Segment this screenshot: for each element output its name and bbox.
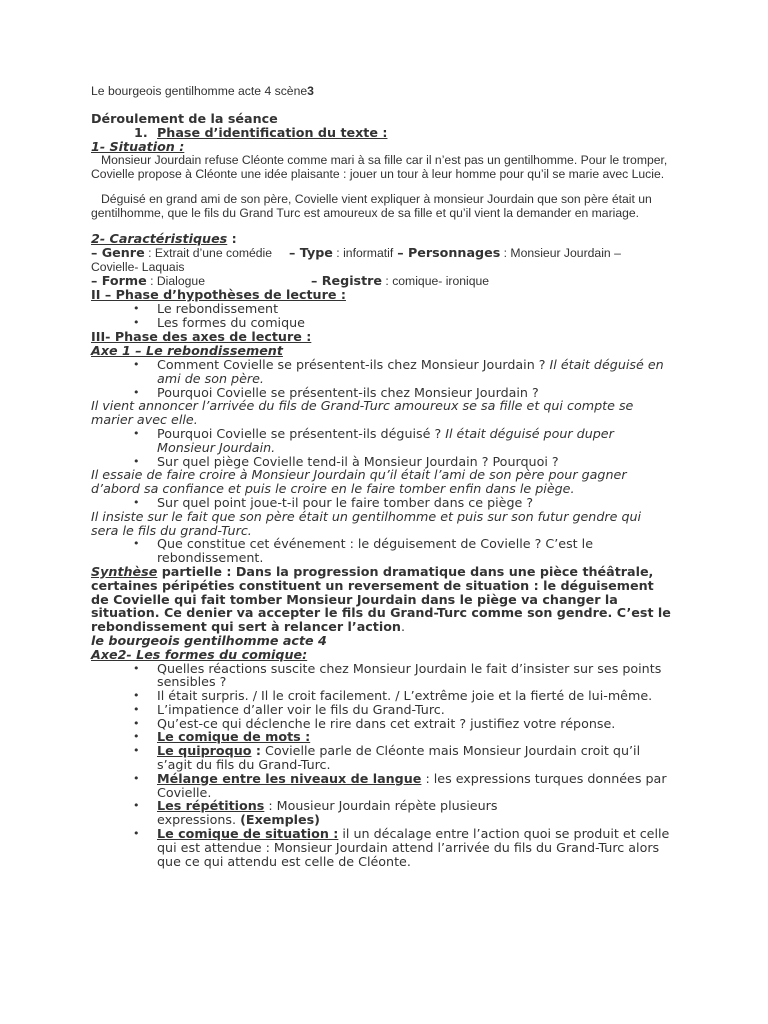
axe2-list <box>91 662 671 869</box>
list-item: • Quelles réactions suscite chez Monsieur Jourdain le fait d’insister sur ses points sensibles ? <box>91 662 671 690</box>
repetitions-text: : Mousieur Jourdain répète plusieurs expressions. <box>157 798 498 828</box>
comique-situation-text: il un décalage entre l’action quoi se produit et celle qui est attendue : Monsieur Jourdain attend l’arrivée du fils du Grand-Turc alors que ce qui attendu est celle de Cléonte. <box>157 826 670 869</box>
list-item <box>91 799 671 827</box>
list-item: • Sur quel point joue-t-il pour le faire tomber dans ce piège ? <box>91 496 671 510</box>
caracteristiques-colon: : <box>227 231 237 247</box>
list-item <box>91 427 671 455</box>
comique-situation-label: Le comique de situation : <box>157 826 339 842</box>
axe1-question-3: Pourquoi Covielle se présentent-ils déguisé ? <box>157 425 446 441</box>
type-value: : informatif <box>332 246 394 261</box>
melange-label: Mélange entre les niveaux de langue <box>157 770 422 786</box>
axe1-answer-5: Il insiste sur le fait que son père était un gentilhomme et puis sur son futur gendre qui sera le fils du grand-Turc. <box>91 508 642 538</box>
axe1-list-3 <box>91 496 671 510</box>
personnages-value: : Monsieur Jourdain – <box>500 246 621 261</box>
axe1-answer-3: Il était déguisé pour duper Monsieur Jourdain. <box>157 425 614 455</box>
title-text: Le bourgeois gentilhomme acte 4 scène <box>91 84 308 98</box>
forme-label: – Forme <box>91 273 147 289</box>
phase1-label: Phase d’identification du texte : <box>157 125 388 140</box>
list-item: • Sur quel piège Covielle tend-il à Monsieur Jourdain ? Pourquoi ? <box>91 455 671 469</box>
axe1-heading: Axe 1 – Le rebondissement <box>91 342 283 358</box>
situation-paragraph-2: Déguisé en grand ami de son père, Covielle vient expliquer à monsieur Jourdain que son père était un gentilhomme, que le fils du Grand Turc est amoureux de sa fille et qu’il vient la demander en mariage. <box>91 192 652 220</box>
list-item: • Les formes du comique <box>91 316 671 330</box>
forme-value: : Dialogue <box>146 274 205 289</box>
axe1-list-1 <box>91 358 671 399</box>
personnages-label: – Personnages <box>397 245 501 261</box>
list-item: • Le rebondissement <box>91 302 671 316</box>
document-title <box>91 84 671 98</box>
situation-paragraph-1: Monsieur Jourdain refuse Cléonte comme mari à sa fille car il n’est pas un gentilhomme. Pour le tromper, Covielle propose à Cléonte une idée plaisante : jouer un tour à leur homme pour qu’il se marie avec Lucie. <box>91 153 668 181</box>
repeat-title: le bourgeois gentilhomme acte 4 <box>91 632 327 648</box>
document-page <box>91 84 671 868</box>
phase1-heading <box>91 126 671 140</box>
registre-value: : comique- ironique <box>382 274 490 289</box>
axe1-list-2 <box>91 427 671 468</box>
list-item <box>91 744 671 772</box>
axe1-answer-2: Il vient annoncer l’arrivée du fils de Grand-Turc amoureux se sa fille et qui compte se marier avec elle. <box>91 398 634 428</box>
list-item: • Qu’est-ce qui déclenche le rire dans cet extrait ? justifiez votre réponse. <box>91 717 671 731</box>
genre-type-personnages-line <box>91 246 671 260</box>
list-item: • L’impatience d’aller voir le fils du Grand-Turc. <box>91 703 671 717</box>
axe2-heading: Axe2- Les formes du comique: <box>91 646 308 662</box>
axe1-answer-1: Il était déguisé en ami de son père. <box>157 356 664 386</box>
quiproquo-text: Covielle parle de Cléonte mais Monsieur Jourdain croit qu’il s’agit du fils du Grand-Turc. <box>157 743 641 773</box>
caracteristiques-label: 2- Caractéristiques <box>91 231 228 247</box>
genre-value: : Extrait d’une comédie <box>144 246 273 261</box>
title-scene-number: 3 <box>307 84 314 98</box>
list-item <box>91 827 671 868</box>
forme-registre-line <box>91 274 671 288</box>
deroulement-heading: Déroulement de la séance <box>91 111 278 126</box>
list-item: • Pourquoi Covielle se présentent-ils chez Monsieur Jourdain ? <box>91 386 671 400</box>
list-item: • Il était surpris. / Il le croit facilement. / L’extrême joie et la fierté de lui-même. <box>91 689 671 703</box>
synthese-paragraph <box>91 565 671 634</box>
phase3-heading: III- Phase des axes de lecture : <box>91 328 312 344</box>
phase1-number: 1. <box>134 125 148 140</box>
phase2-heading: II – Phase d’hypothèses de lecture : <box>91 287 346 303</box>
list-item <box>91 730 671 744</box>
axe1-list-4 <box>91 537 671 565</box>
registre-label: – Registre <box>310 273 383 289</box>
repetitions-label: Les répétitions <box>157 798 265 814</box>
synthese-text: partielle : Dans la progression dramatique dans une pièce théâtrale, certaines péripéties constituent un reversement de situation : le déguisement de Covielle qui fait tomber Monsieur Jourdain dans le piège va changer la situation. Ce denier va accepter le fils du Grand-Turc comme son gendre. C’est le rebondissement qui sert à relancer l’action <box>91 563 671 635</box>
type-label: – Type <box>289 245 333 261</box>
melange-text: : les expressions turques données par Covielle. <box>157 770 667 800</box>
comique-mots-label: Le comique de mots : <box>157 729 311 745</box>
axe1-answer-4: Il essaie de faire croire à Monsieur Jourdain qu’il était l’ami de son père pour gagner d’abord sa confiance et puis le croire en le faire tomber enfin dans le piège. <box>91 467 627 497</box>
repetitions-examples: (Exemples) <box>240 812 320 828</box>
list-item <box>91 358 671 386</box>
genre-label: – Genre <box>91 245 145 261</box>
list-item <box>91 772 671 800</box>
quiproquo-label: Le quiproquo <box>157 743 252 759</box>
situation-heading: 1- Situation : <box>91 139 185 154</box>
synthese-word: Synthèse <box>91 563 158 579</box>
list-item: • Que constitue cet événement : le déguisement de Covielle ? C’est le rebondissement. <box>91 537 671 565</box>
synthese-end: . <box>400 619 405 635</box>
phase2-list <box>91 302 671 330</box>
personnages-continued: Covielle- Laquais <box>91 260 185 275</box>
quiproquo-colon: : <box>251 743 261 759</box>
axe1-question-1: Comment Covielle se présentent-ils chez Monsieur Jourdain ? <box>157 356 550 372</box>
caracteristiques-heading <box>91 232 671 246</box>
